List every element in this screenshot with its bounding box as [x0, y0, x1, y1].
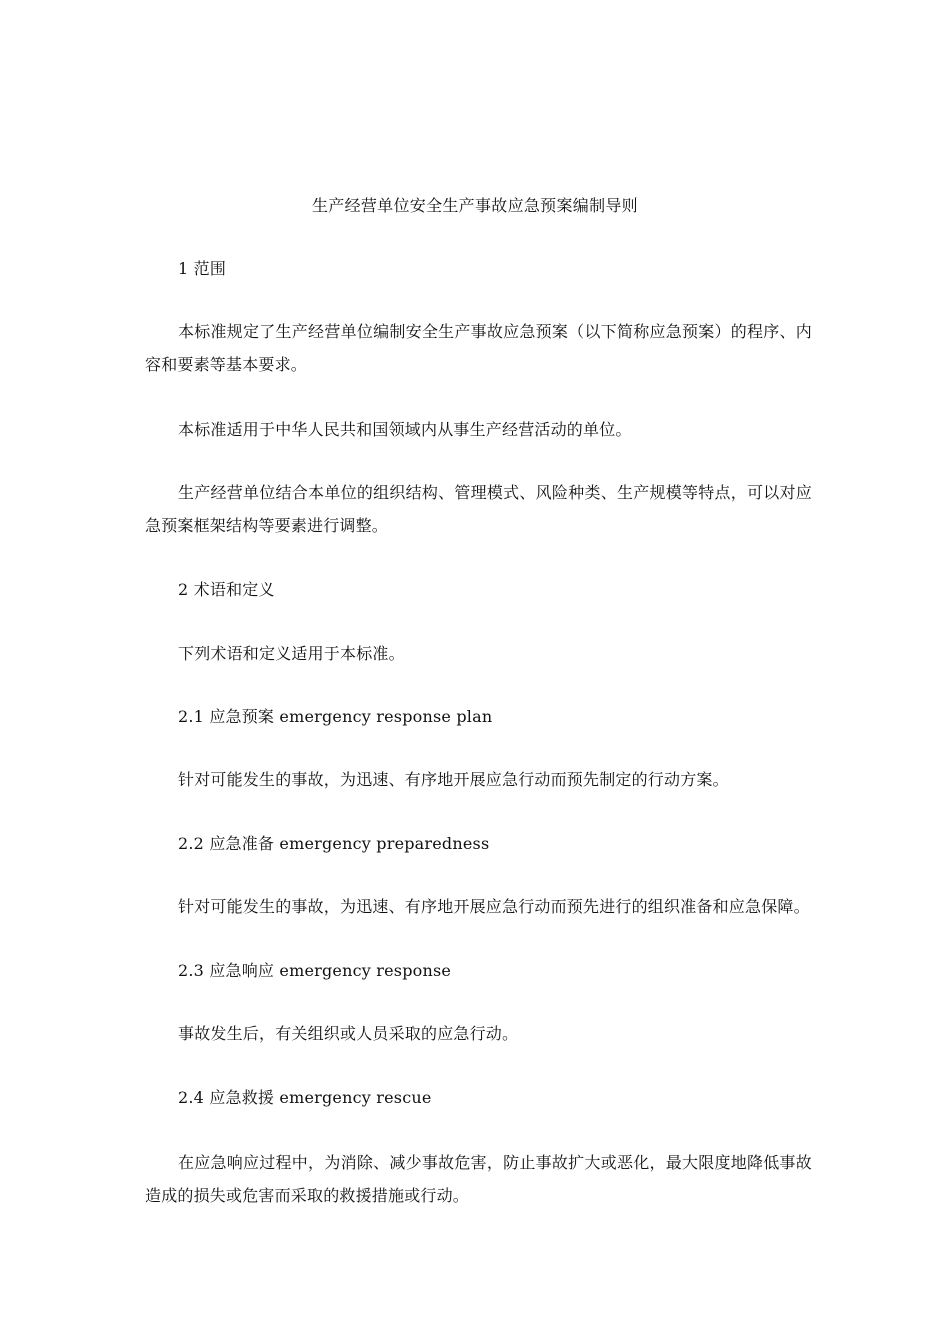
paragraph-scope-1: 本标准规定了生产经营单位编制安全生产事故应急预案（以下简称应急预案）的程序、内容和要素等基本要求。 — [145, 322, 812, 374]
term-definition-2-4: 在应急响应过程中，为消除、减少事故危害，防止事故扩大或恶化，最大限度地降低事故造成的损失或危害而采取的救援措施或行动。 — [145, 1153, 812, 1205]
section-heading-terms: 2 术语和定义 — [178, 580, 275, 599]
paragraph-scope-3: 生产经营单位结合本单位的组织结构、管理模式、风险种类、生产规模等特点，可以对应急预案框架结构等要素进行调整。 — [145, 483, 812, 535]
term-definition-2-1: 针对可能发生的事故，为迅速、有序地开展应急行动而预先制定的行动方案。 — [178, 770, 729, 789]
term-heading-2-3: 2.3 应急响应 emergency response — [178, 961, 452, 980]
paragraph-scope-2: 本标准适用于中华人民共和国领域内从事生产经营活动的单位。 — [178, 420, 632, 439]
term-definition-2-2: 针对可能发生的事故，为迅速、有序地开展应急行动而预先进行的组织准备和应急保障。 — [178, 897, 810, 916]
section-heading-scope: 1 范围 — [178, 259, 227, 278]
term-heading-2-1: 2.1 应急预案 emergency response plan — [178, 707, 493, 726]
document-title: 生产经营单位安全生产事故应急预案编制导则 — [311, 196, 638, 215]
paragraph-terms-intro: 下列术语和定义适用于本标准。 — [178, 644, 405, 663]
term-heading-2-2: 2.2 应急准备 emergency preparedness — [178, 834, 490, 853]
term-definition-2-3: 事故发生后，有关组织或人员采取的应急行动。 — [178, 1024, 519, 1043]
term-heading-2-4: 2.4 应急救援 emergency rescue — [178, 1088, 432, 1107]
